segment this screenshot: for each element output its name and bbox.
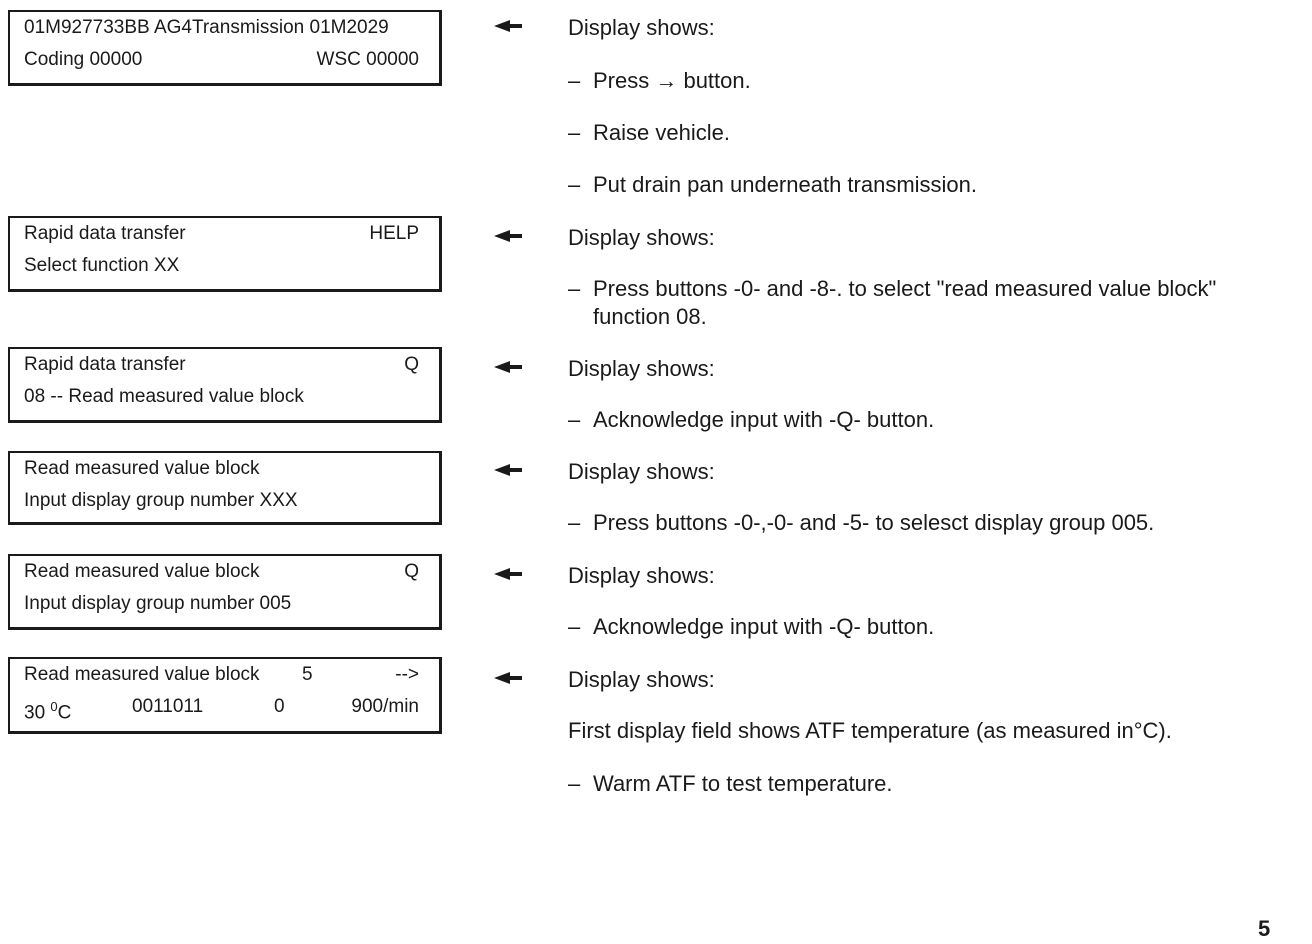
display-line-2: 30 $^0$C 0011011 0 900/min: [24, 696, 419, 724]
display-line-1: 01M927733BB AG4Transmission 01M2029: [24, 17, 389, 38]
display-box-6: [8, 657, 442, 734]
step-heading: Display shows:: [568, 459, 715, 484]
display-line-2: Input display group number XXX: [24, 490, 298, 511]
step-heading: Display shows:: [568, 15, 715, 40]
display-line-1: Read measured value block: [24, 458, 260, 479]
display-box-4: [8, 451, 442, 525]
step-heading: Display shows:: [568, 667, 715, 692]
step-heading: Display shows:: [568, 563, 715, 588]
display-line-2: Select function XX: [24, 255, 180, 276]
display-line-1: Rapid data transfer HELP: [24, 223, 419, 244]
display-line-2: Coding 00000 WSC 00000: [24, 49, 419, 70]
display-box-2: [8, 216, 442, 292]
pointer-arrow-icon: [494, 566, 522, 582]
display-line-1: Read measured value block 5 -->: [24, 664, 419, 685]
display-box-1: [8, 10, 442, 86]
pointer-arrow-icon: [494, 670, 522, 686]
display-line-1: Rapid data transfer Q: [24, 354, 419, 375]
display-line-2: 08 -- Read measured value block: [24, 386, 304, 407]
page-number: 5: [1258, 916, 1271, 941]
step-heading: Display shows:: [568, 225, 715, 250]
pointer-arrow-icon: [494, 359, 522, 375]
display-box-3: [8, 347, 442, 423]
display-line-1: Read measured value block Q: [24, 561, 419, 582]
pointer-arrow-icon: [494, 462, 522, 478]
step-paragraph: First display field shows ATF temperature (as measured in°C).: [568, 718, 1172, 743]
step-heading: Display shows:: [568, 356, 715, 381]
pointer-arrow-icon: [494, 228, 522, 244]
pointer-arrow-icon: [494, 18, 522, 34]
display-box-5: [8, 554, 442, 630]
display-line-2: Input display group number 005: [24, 593, 292, 614]
